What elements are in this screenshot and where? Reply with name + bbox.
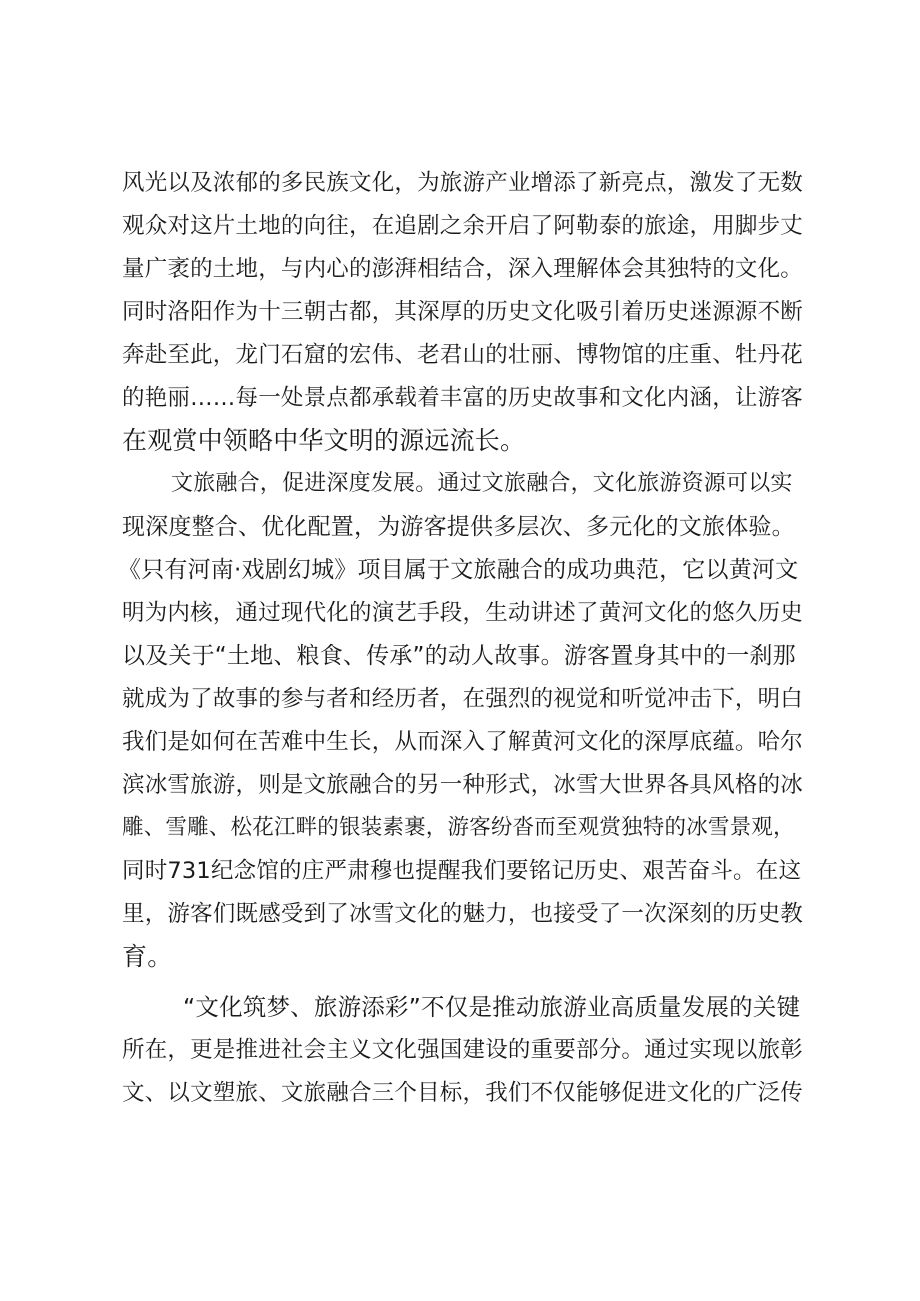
text-line: 明为内核，通过现代化的演艺手段，生动讲述了黄河文化的悠久历史	[122, 600, 804, 626]
text-line: 同时洛阳作为十三朝古都，其深厚的历史文化吸引着历史迷源源不断	[122, 299, 804, 325]
text-line: 育。	[122, 942, 173, 971]
text-line: 我们是如何在苦难中生长，从而深入了解黄河文化的深厚底蕴。哈尔	[122, 729, 804, 755]
text-line: 同时731纪念馆的庄严肃穆也提醒我们要铭记历史、艰苦奋斗。在这	[122, 858, 802, 884]
text-line: 的艳丽……每一处景点都承载着丰富的历史故事和文化内涵，让游客	[122, 385, 804, 411]
text-line: 就成为了故事的参与者和经历者，在强烈的视觉和听觉冲击下，明白	[122, 686, 804, 712]
text-line: 奔赴至此，龙门石窟的宏伟、老君山的壮丽、博物馆的庄重、牡丹花	[122, 342, 804, 368]
text-line: 风光以及浓郁的多民族文化，为旅游产业增添了新亮点，激发了无数	[122, 170, 804, 196]
text-line: 滨冰雪旅游，则是文旅融合的另一种形式，冰雪大世界各具风格的冰	[122, 772, 804, 798]
text-line: 所在，更是推进社会主义文化强国建设的重要部分。通过实现以旅彰	[122, 1037, 804, 1063]
paragraph-first-line: 文旅融合，促进深度发展。通过文旅融合，文化旅游资源可以实	[171, 471, 793, 496]
text-line: 观众对这片土地的向往，在追剧之余开启了阿勒泰的旅途，用脚步丈	[122, 213, 804, 239]
text-line: 量广袤的土地，与内心的澎湃相结合，深入理解体会其独特的文化。	[122, 256, 804, 282]
text-line: 在观赏中领略中华文明的源远流长。	[122, 426, 526, 455]
text-line: 《只有河南·戏剧幻城》项目属于文旅融合的成功典范，它以黄河文	[118, 557, 799, 583]
text-line: 里，游客们既感受到了冰雪文化的魅力，也接受了一次深刻的历史教	[122, 901, 804, 927]
text-line: 以及关于“土地、粮食、传承”的动人故事。游客置身其中的一刹那	[122, 643, 796, 669]
text-line: 雕、雪雕、松花江畔的银装素裹，游客纷沓而至观赏独特的冰雪景观，	[122, 815, 795, 840]
paragraph-first-line: “文化筑梦、旅游添彩”不仅是推动旅游业高质量发展的关键	[183, 993, 801, 1021]
text-line: 现深度整合、优化配置，为游客提供多层次、多元化的文旅体验。	[122, 514, 795, 540]
text-line: 文、以文塑旅、文旅融合三个目标，我们不仅能够促进文化的广泛传	[122, 1080, 804, 1106]
